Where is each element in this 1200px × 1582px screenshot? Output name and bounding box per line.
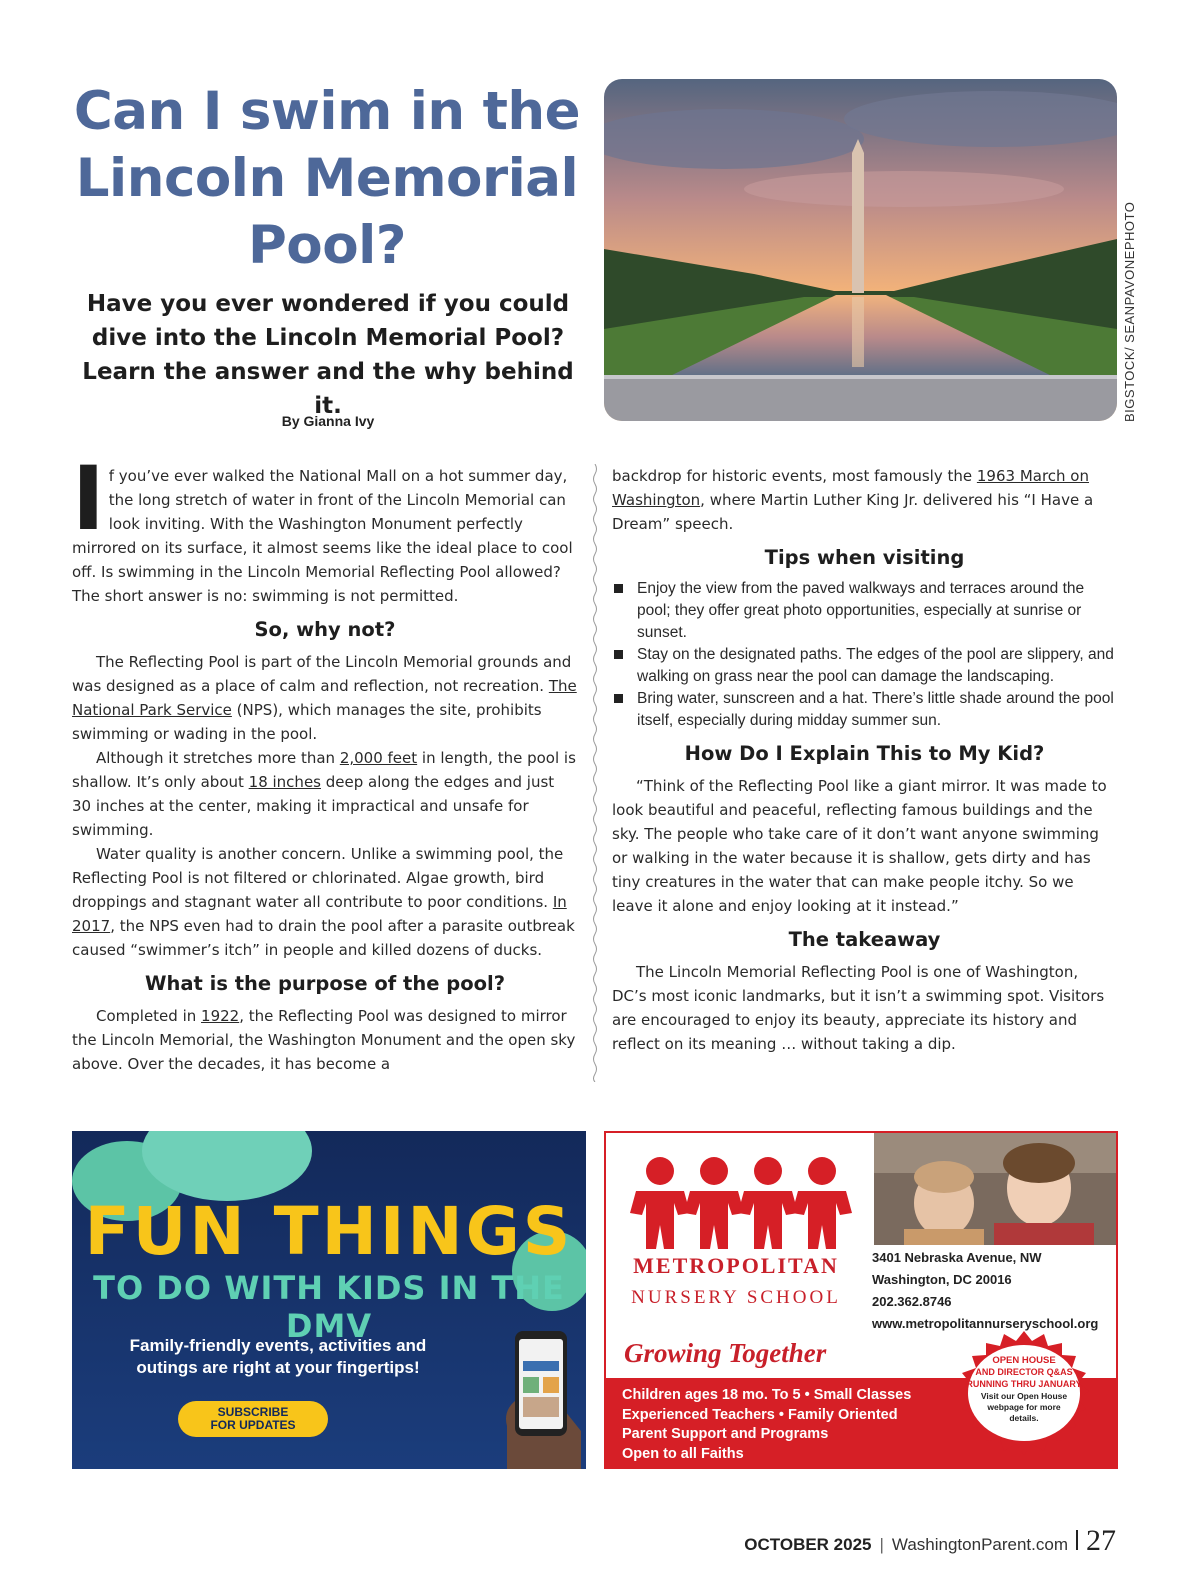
nursery-name-line2: NURSERY SCHOOL [631,1287,841,1308]
footer-site[interactable]: WashingtonParent.com [891,1535,1068,1554]
open-house-seal-icon [946,1331,1102,1455]
seal-line: Visit our Open House [980,1391,1068,1401]
heading-purpose: What is the purpose of the pool? [144,972,506,995]
photo-credit: BIGSTOCK/ SEANPAVONEPHOTO [1122,201,1137,422]
children-photo [874,1133,1118,1245]
footer-separator: | [879,1535,884,1554]
drop-cap: I [72,447,105,550]
byline: By Gianna Ivy [281,413,375,429]
nursery-bullets: Children ages 18 mo. To 5 • Small Classes Experienced Teachers • Family Oriented Parent Support and Programs Open to all Faiths [622,1387,912,1462]
washington-monument [852,153,864,293]
ad-fun-subtitle: TO DO WITH KIDS IN THE DMV [93,1269,565,1345]
article-dek: Have you ever wondered if you could dive into the Lincoln Memorial Pool? Learn the answer and the why behind it. [82,291,574,419]
column-divider [590,464,600,1082]
link-national-park-service[interactable]: The National Park Service [72,677,577,719]
link-2000-feet[interactable]: 2,000 feet [339,749,418,767]
tips-list [612,578,1117,732]
tip-item: Enjoy the view from the paved walkways and terraces around the pool; they offer great photo opportunities, especially at sunrise or sunset. [612,578,1117,644]
paragraph-why-2: Although it stretches more than 2,000 feet in length, the pool is shallow. It’s only about 18 inches deep along the edges and just 30 inches at the center, making it impractical and unsafe for swimming. [72,749,576,839]
nursery-name-line1: METROPOLITAN [633,1253,839,1278]
reflecting-pool-illustration [604,79,1117,421]
footer-month: OCTOBER 2025 [744,1535,872,1554]
hero-photo-reflecting-pool [604,79,1117,421]
article-column-left [72,447,578,1076]
seal-line: AND DIRECTOR Q&AS [975,1367,1073,1377]
paragraph-continued: backdrop for historic events, most famously the 1963 March on Washington, where Martin Luther King Jr. delivered his “I Have a Dream” speech. [612,467,1094,533]
page-number: 27 [1086,1524,1116,1557]
nursery-address1: 3401 Nebraska Avenue, NW [872,1250,1042,1265]
nursery-tagline: Growing Together [624,1338,827,1368]
paragraph-purpose: Completed in 1922, the Reflecting Pool was designed to mirror the Lincoln Memorial, the Washington Monument and the open sky above. Over the decades, it has become a [72,1007,576,1073]
link-1922[interactable]: 1922 [201,1007,240,1025]
link-1963-march[interactable]: 1963 March on Washington [612,467,1089,509]
heading-tips: Tips when visiting [764,546,965,569]
intro-paragraph: If you’ve ever walked the National Mall on a hot summer day, the long stretch of water in front of the Lincoln Memorial can look inviting. With the Washington Monument perfectly mirrored on its surface, it almost seems like the ideal place to cool off. Is swimming in the Lincoln Memorial Reflecting Pool allowed? The short answer is no: swimming is not permitted. [72,447,573,605]
ad-fun-description: Family-friendly events, activities and outings are right at your fingertips! [129,1336,427,1377]
link-in-2017[interactable]: In 2017 [72,893,567,935]
tip-item: Bring water, sunscreen and a hat. There’s little shade around the pool itself, especially during midday summer sun. [612,688,1117,732]
article-column-right [612,464,1117,1056]
heading-explain-to-kid: How Do I Explain This to My Kid? [684,742,1045,765]
footer-bar [1076,1530,1078,1550]
seal-line: RUNNING THRU JANUARY [966,1379,1082,1389]
nursery-website[interactable]: www.metropolitannurseryschool.org [872,1316,1099,1331]
paragraph-takeaway: The Lincoln Memorial Reflecting Pool is one of Washington, DC’s most iconic landmarks, but it isn’t a swimming spot. Visitors are encouraged to enjoy its beauty, appreciate its history and reflect on its meaning … without taking a dip. [612,963,1105,1053]
page-footer [744,1524,1116,1558]
tip-item: Stay on the designated paths. The edges of the pool are slippery, and walking on grass near the pool can damage the landscaping. [612,644,1117,688]
paragraph-why-3: Water quality is another concern. Unlike a swimming pool, the Reflecting Pool is not filtered or chlorinated. Algae growth, bird droppings and stagnant water all contribute to poor conditions. In 2017, the NPS even had to drain the pool after a parasite outbreak caused “swimmer’s itch” in people and killed dozens of ducks. [72,845,575,959]
paragraph-kid: “Think of the Reflecting Pool like a giant mirror. It was made to look beautiful and peaceful, reflecting famous buildings and the sky. The people who take care of it don’t want anyone swimming or walking in the water because it is shallow, gets dirty and has tiny creatures in the water that can make people itchy. So we leave it alone and enjoy looking at it instead.” [612,777,1107,915]
heading-takeaway: The takeaway [788,928,941,951]
seal-line: OPEN HOUSE [992,1355,1056,1366]
paragraph-why-1: The Reflecting Pool is part of the Lincoln Memorial grounds and was designed as a place of calm and reflection, not recreation. The National Park Service (NPS), which manages the site, prohibits swimming or wading in the pool. [72,653,577,743]
link-18-inches[interactable]: 18 inches [248,773,321,791]
seal-line: webpage for more [987,1402,1061,1412]
nursery-contact-info [872,1247,1116,1335]
phone-icon [497,1331,581,1469]
heading-why-not: So, why not? [254,618,396,641]
ad-fun-things[interactable] [72,1131,586,1469]
ad-fun-title: FUN THINGS [84,1193,574,1270]
ad-metropolitan-nursery[interactable] [604,1131,1118,1469]
paper-dolls-logo-icon [618,1151,858,1251]
nursery-phone: 202.362.8746 [872,1294,952,1309]
seal-line: details. [1009,1413,1039,1423]
subscribe-button[interactable]: SUBSCRIBE FOR UPDATES [178,1401,328,1437]
article-headline: Can I swim in the Lincoln Memorial Pool? [73,81,581,276]
nursery-address2: Washington, DC 20016 [872,1272,1012,1287]
